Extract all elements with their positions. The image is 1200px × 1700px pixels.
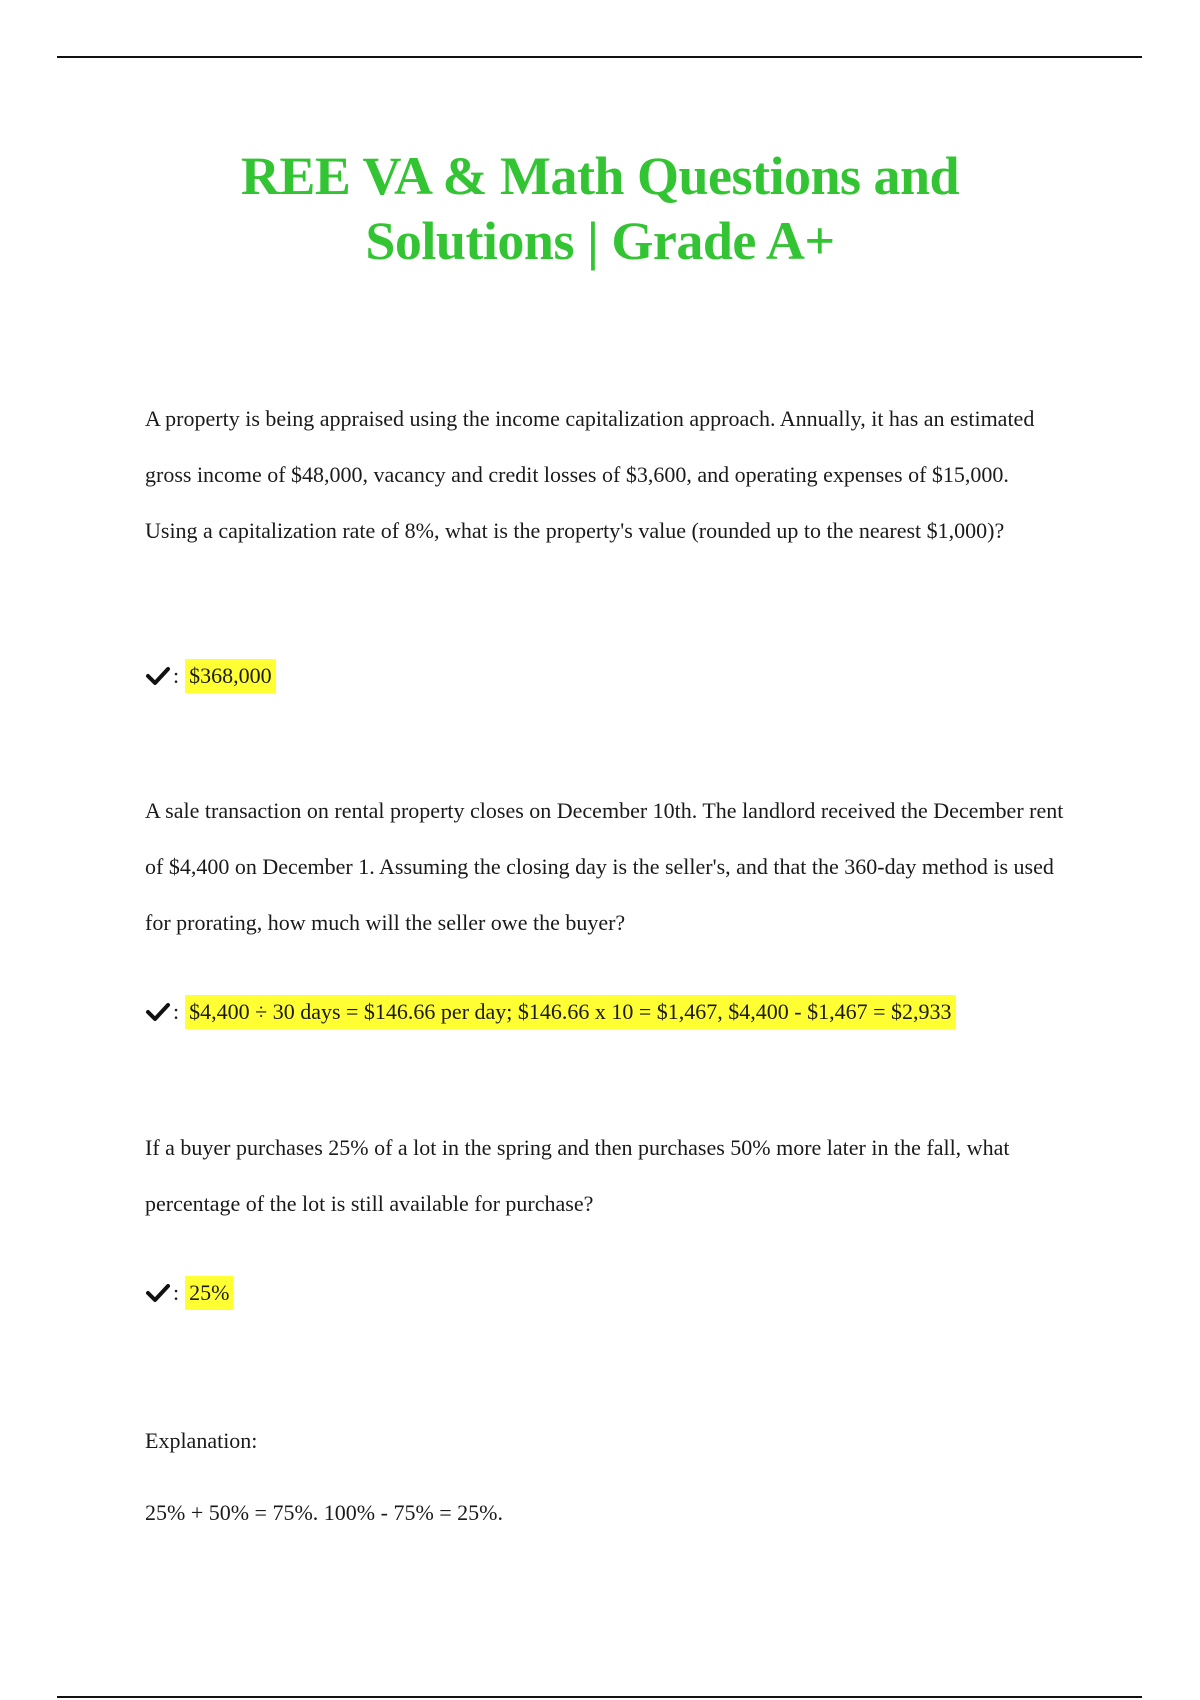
answer-row [145, 659, 1065, 693]
explanation-text: 25% + 50% = 75%. 100% - 75% = 25%. [145, 1500, 504, 1525]
answer-row [145, 995, 1125, 1029]
question-block-1 [145, 405, 1065, 559]
checkmark-icon [145, 999, 171, 1025]
question-block-3 [145, 1134, 1065, 1232]
top-rule [57, 56, 1142, 58]
question-block-2 [145, 797, 1065, 951]
checkmark-icon [145, 1280, 171, 1306]
answer-highlight: $4,400 ÷ 30 days = $146.66 per day; $146.66 x 10 = $1,467, $4,400 - $1,467 = $2,933 [185, 995, 955, 1029]
answer-separator: : [173, 999, 180, 1024]
explanation-label: Explanation: [145, 1428, 258, 1453]
answer-separator: : [173, 663, 180, 688]
title-line-2: Solutions | Grade A+ [365, 211, 835, 271]
checkmark-icon [145, 663, 171, 689]
question-text: A property is being appraised using the income capitalization approach. Annually, it has an estimated gross income of $48,000, vacancy and credit losses of $3,600, and operating expenses of $15,000. Using a capitalization rate of 8%, what is the property's value (rounded up to the nearest $1,000)? [145, 406, 1035, 543]
answer-separator: : [173, 1280, 180, 1305]
answer-highlight: 25% [185, 1276, 233, 1310]
answer-block-3 [145, 1276, 1065, 1310]
answer-row [145, 1276, 1065, 1310]
question-text: A sale transaction on rental property closes on December 10th. The landlord received the December rent of $4,400 on December 1. Assuming the closing day is the seller's, and that the 360-day method is used for prorating, how much will the seller owe the buyer? [145, 798, 1064, 935]
answer-block-1 [145, 659, 1065, 693]
bottom-rule [57, 1696, 1142, 1698]
title-line-1: REE VA & Math Questions and [240, 146, 960, 206]
answer-block-2 [145, 995, 1125, 1029]
question-text: If a buyer purchases 25% of a lot in the spring and then purchases 50% more later in the fall, what percentage of the lot is still available for purchase? [145, 1135, 1010, 1216]
answer-highlight: $368,000 [185, 659, 276, 693]
explanation-block [145, 1426, 1065, 1456]
document-title [100, 144, 1100, 274]
explanation-body [145, 1498, 1065, 1528]
